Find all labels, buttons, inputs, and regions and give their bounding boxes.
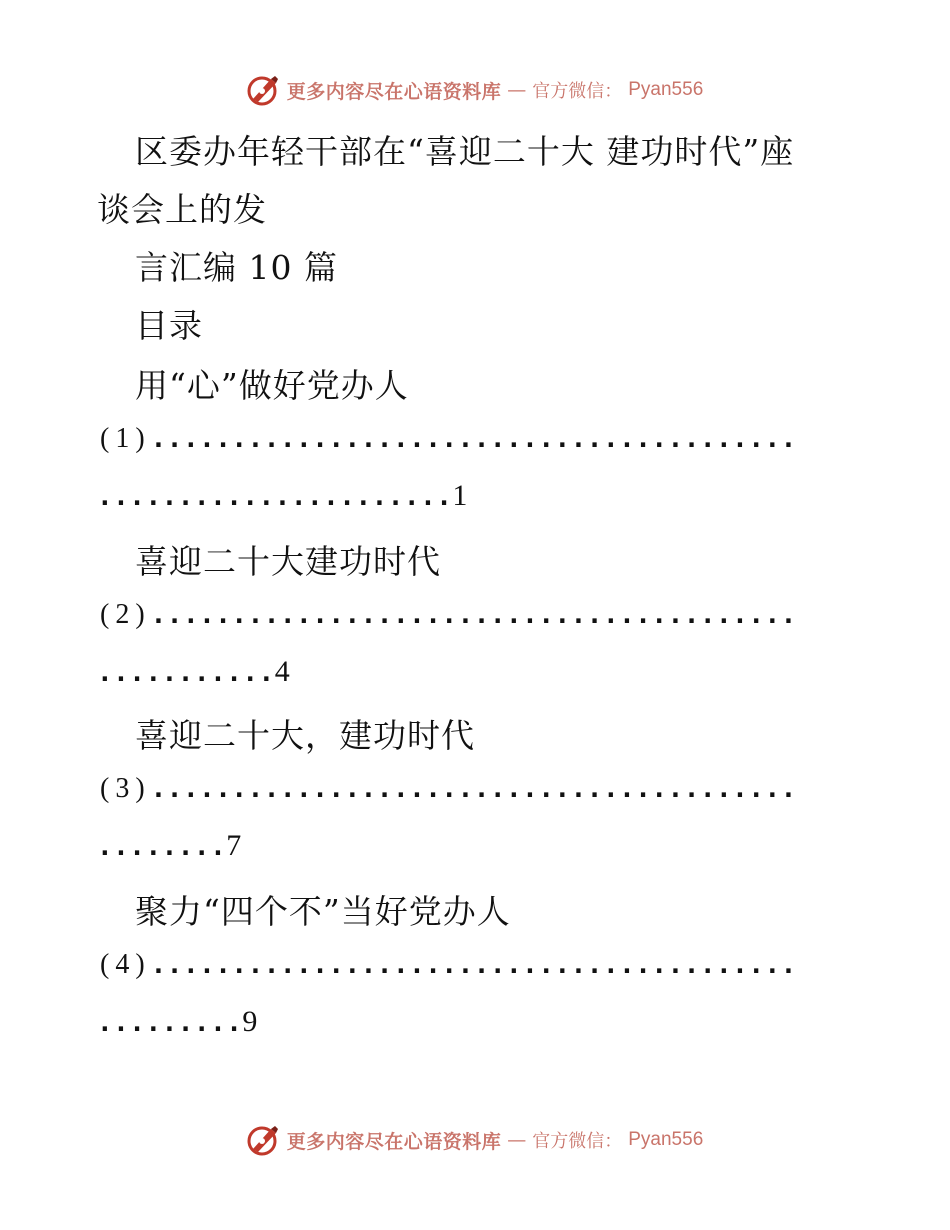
banner-sub-text: 官方微信：	[532, 81, 623, 102]
toc-entry-number: (3)	[100, 773, 151, 804]
bottom-banner	[0, 1120, 950, 1160]
title-line-2: 谈会上的发	[97, 190, 267, 229]
toc-entry-leader-cont	[97, 654, 290, 689]
toc-dots: ........................................	[150, 950, 797, 980]
toc-dots: ........................................	[150, 600, 797, 630]
toc-entry-leader	[100, 946, 797, 981]
banner-wechat-id: Pyan556	[628, 79, 704, 100]
banner-main-text: 更多内容尽在心语资料库	[286, 80, 502, 103]
toc-entry-leader-cont	[97, 828, 241, 863]
banner-content	[247, 1123, 704, 1157]
toc-entry-title: 聚力“四个不”当好党办人	[135, 892, 511, 931]
toc-entry-leader	[100, 770, 797, 805]
toc-dots: ........................................	[150, 424, 797, 454]
toc-entry-leader-cont	[97, 1004, 257, 1039]
banner-sub-text: 官方微信：	[532, 1131, 623, 1152]
banner-main-text: 更多内容尽在心语资料库	[286, 1130, 502, 1153]
toc-entry-title: 喜迎二十大，建功时代	[135, 716, 475, 755]
toc-page-number: 7	[226, 829, 242, 862]
banner-dash: —	[507, 79, 527, 101]
toc-entry-number: (1)	[100, 423, 151, 454]
toc-entry-number: (2)	[100, 599, 151, 630]
toc-dots: ........................................	[150, 774, 797, 804]
banner-dash: —	[507, 1129, 527, 1151]
top-banner	[0, 70, 950, 110]
toc-entry-leader	[100, 596, 797, 631]
banner-wechat-id: Pyan556	[628, 1129, 704, 1150]
title-line-3: 言汇编 10 篇	[135, 248, 338, 287]
pen-logo-icon	[247, 73, 281, 107]
toc-dots: .........	[97, 1008, 243, 1038]
toc-entry-leader-cont	[97, 478, 467, 513]
toc-dots: ........	[97, 832, 227, 862]
toc-entry-leader	[100, 420, 797, 455]
toc-heading: 目录	[135, 306, 203, 345]
toc-entry-title: 用“心”做好党办人	[135, 366, 409, 405]
toc-page-number: 4	[274, 655, 290, 688]
banner-content	[247, 73, 704, 107]
toc-entry-number: (4)	[100, 949, 151, 980]
title-line-1: 区委办年轻干部在“喜迎二十大 建功时代”座	[135, 132, 795, 171]
pen-logo-icon	[247, 1123, 281, 1157]
toc-dots: ...........	[97, 658, 275, 688]
toc-entry-title: 喜迎二十大建功时代	[135, 542, 441, 581]
toc-page-number: 9	[242, 1005, 258, 1038]
toc-page-number: 1	[452, 479, 468, 512]
toc-dots: ......................	[97, 482, 453, 512]
